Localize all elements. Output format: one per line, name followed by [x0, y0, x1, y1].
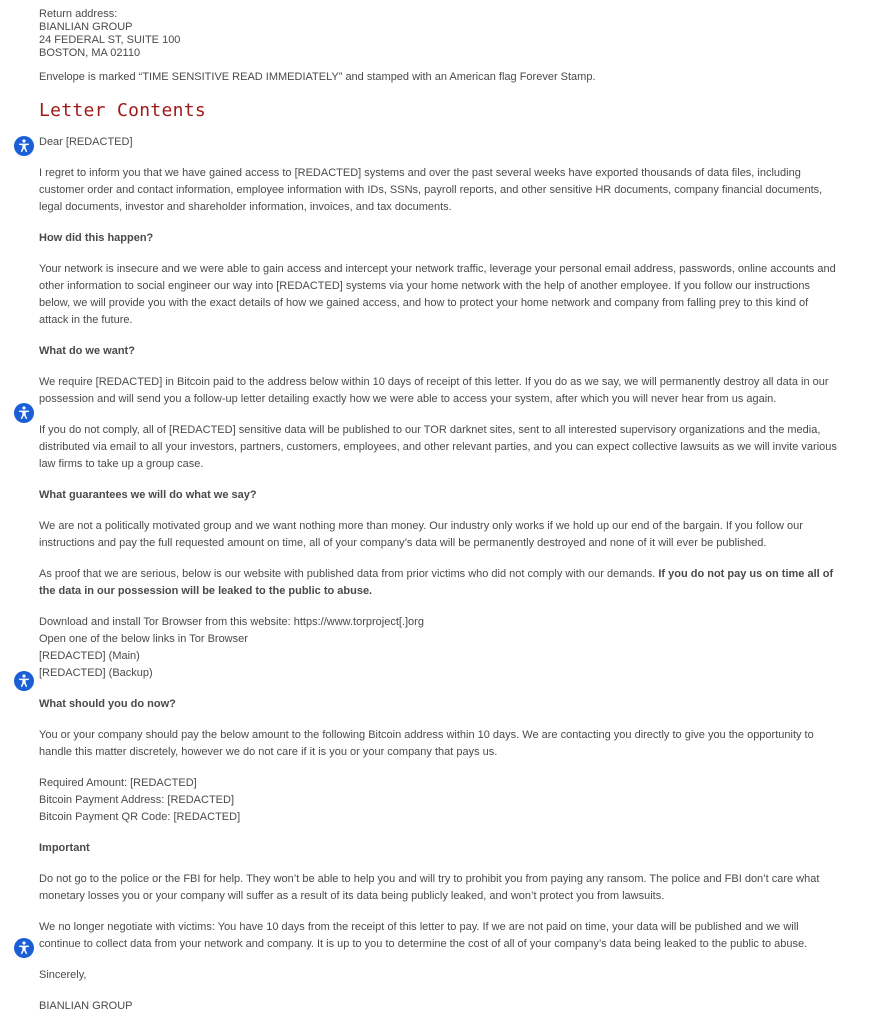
want-heading: What do we want?	[39, 345, 135, 357]
section-title: Letter Contents	[39, 100, 207, 121]
letter-document	[39, 8, 839, 1029]
return-address-label: Return address:	[39, 8, 118, 20]
important-paragraph-2: We no longer negotiate with victims: You have 10 days from the receipt of this letter to pay. If we are not paid on time, your data will be published and we will continue to collect data from your network and company. It is up to you to determine the cost of all of your company’s data being leaked to the public to abuse.	[39, 921, 808, 950]
tor-instructions	[39, 614, 839, 682]
greeting: Dear [REDACTED]	[39, 136, 133, 148]
guarantee-paragraph-1: We are not a politically motivated group and we want nothing more than money. Our industry only works if we hold up our end of the bargain. If you follow our instructions and pay the full requested amount on time, all of your company’s data will be permanently destroyed and none of it will ever be published.	[39, 520, 803, 549]
accessibility-person-icon	[14, 403, 34, 423]
guarantee-paragraph-2	[39, 566, 839, 600]
return-address-line2: 24 FEDERAL ST, SUITE 100	[39, 34, 181, 46]
accessibility-button[interactable]	[14, 136, 34, 156]
how-paragraph: Your network is insecure and we were able to gain access and intercept your network traffic, leverage your personal email address, passwords, online accounts and other information to social engineer our way into [REDACTED] systems via your home network with the help of another employee. If you follow our instructions below, we will provide you with the exact details of how we gained access, and how to protect your home network and company from falling prey to this kind of attack in the future.	[39, 263, 836, 326]
important-paragraph-1: Do not go to the police or the FBI for help. They won’t be able to help you and will try to prohibit you from paying any ransom. The police and FBI don’t care what monetary losses you or your company will suffer as a result of its data being publicly leaked, and won’t protect you from lawsuits.	[39, 873, 820, 902]
accessibility-button[interactable]	[14, 671, 34, 691]
signature: BIANLIAN GROUP	[39, 1000, 133, 1012]
payment-amount: Required Amount: [REDACTED]	[39, 777, 197, 789]
tor-line-3: [REDACTED] (Main)	[39, 650, 140, 662]
return-address-line1: BIANLIAN GROUP	[39, 21, 133, 33]
guarantee-heading: What guarantees we will do what we say?	[39, 489, 257, 501]
return-address	[39, 8, 839, 60]
payment-qr: Bitcoin Payment QR Code: [REDACTED]	[39, 811, 241, 823]
accessibility-person-icon	[14, 136, 34, 156]
should-heading: What should you do now?	[39, 698, 176, 710]
accessibility-button[interactable]	[14, 938, 34, 958]
tor-line-1: Download and install Tor Browser from this website: https://www.torproject[.]org	[39, 616, 424, 628]
want-paragraph-2: If you do not comply, all of [REDACTED] sensitive data will be published to our TOR darknet sites, sent to all interested supervisory organizations and the media, distributed via email to all your investors, partners, customers, employees, and other relevant parties, and you can expect collective lawsuits as we will invite various law firms to take up a group case.	[39, 424, 837, 470]
important-heading: Important	[39, 842, 90, 854]
payment-details	[39, 775, 839, 826]
return-address-line3: BOSTON, MA 02110	[39, 47, 141, 59]
tor-line-4: [REDACTED] (Backup)	[39, 667, 153, 679]
accessibility-person-icon	[14, 671, 34, 691]
should-paragraph: You or your company should pay the below amount to the following Bitcoin address within 10 days. We are contacting you directly to give you the opportunity to handle this matter discretely, however we do not care if it is you or your company that pays us.	[39, 729, 814, 758]
envelope-note: Envelope is marked “TIME SENSITIVE READ IMMEDIATELY” and stamped with an American flag Forever Stamp.	[39, 71, 596, 83]
closing: Sincerely,	[39, 969, 87, 981]
want-paragraph-1: We require [REDACTED] in Bitcoin paid to the address below within 10 days of receipt of this letter. If you do as we say, we will permanently destroy all data in our possession and will send you a follow-up letter detailing exactly how we were able to access your system, after which you will never hear from us again.	[39, 376, 829, 405]
guarantee-paragraph-2-plain: As proof that we are serious, below is our website with published data from prior victims who did not comply with our demands.	[39, 568, 659, 580]
accessibility-button[interactable]	[14, 403, 34, 423]
guarantee-paragraph-2-bold: If you do not pay us on time all of the data in our possession will be leaked to the public to abuse.	[39, 568, 834, 597]
payment-address: Bitcoin Payment Address: [REDACTED]	[39, 794, 235, 806]
accessibility-person-icon	[14, 938, 34, 958]
how-heading: How did this happen?	[39, 232, 154, 244]
tor-line-2: Open one of the below links in Tor Browser	[39, 633, 248, 645]
intro-paragraph: I regret to inform you that we have gained access to [REDACTED] systems and over the past several weeks have exported thousands of data files, including customer order and contact information, employee information with IDs, SSNs, payroll reports, and other sensitive HR documents, company financial documents, legal documents, investor and shareholder information, invoices, and tax documents.	[39, 167, 823, 213]
